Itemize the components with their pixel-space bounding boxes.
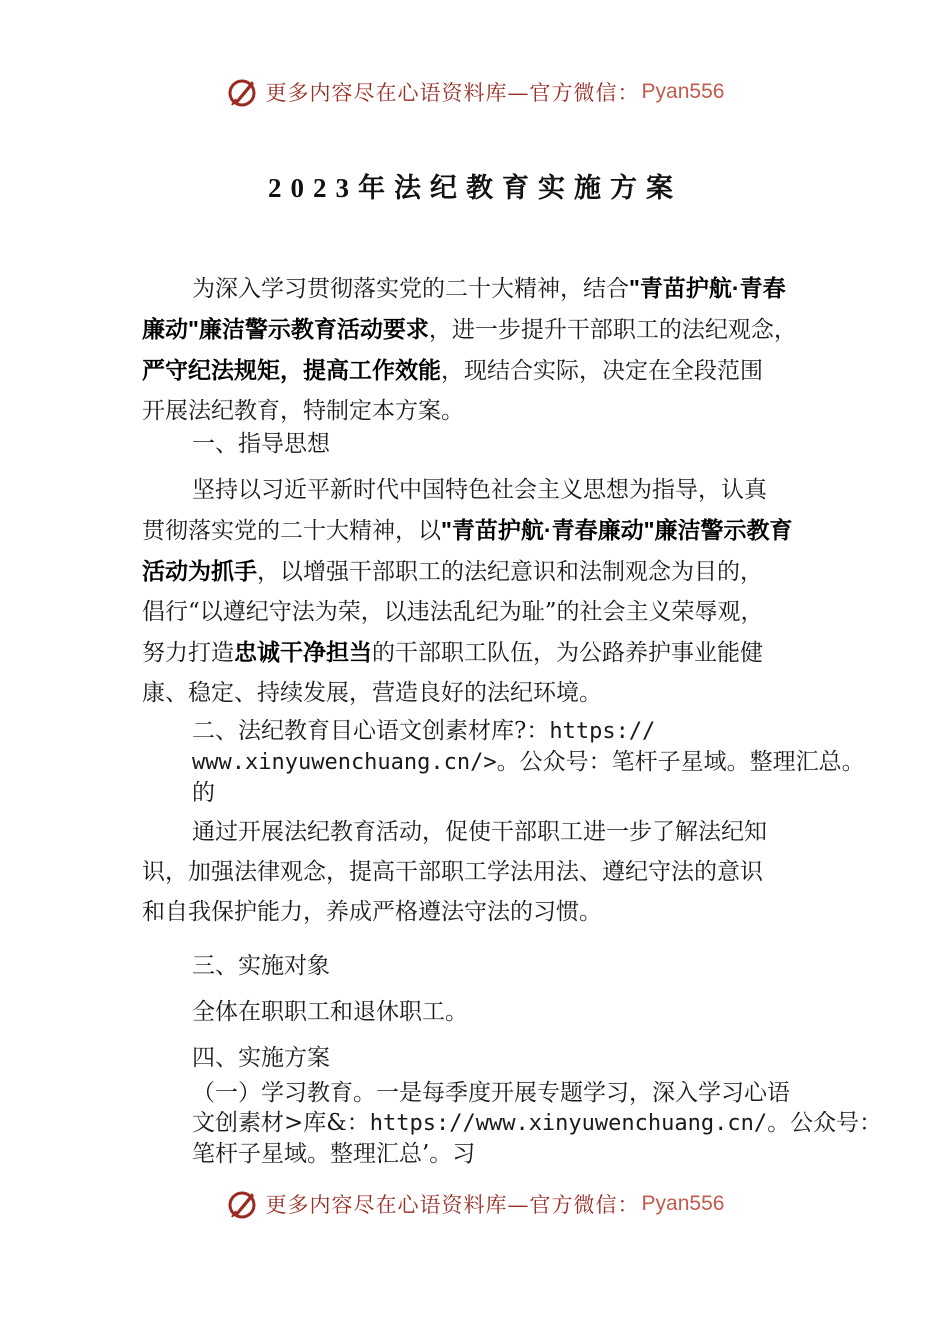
s2-url-a: https://: [549, 719, 656, 744]
document-title: 2023年法纪教育实施方案: [268, 173, 682, 203]
s2-heading-a: 二、法纪教育目心语文创素材库?：: [192, 718, 550, 744]
section-2-heading: [142, 716, 865, 808]
s4-line-3: 笔杆子星域。整理汇总’。习: [192, 1141, 476, 1167]
section-heading: 三、实施对象: [192, 953, 330, 979]
s1-line-5a: 努力打造: [142, 640, 234, 666]
s1-highlight-2: 活动为抓手: [142, 558, 257, 584]
section-1-heading: [142, 424, 842, 464]
intro-line-4: 开展法纪教育，特制定本方案。: [142, 398, 464, 424]
s1-line-6: 康、稳定、持续发展，营造良好的法纪环境。: [142, 680, 602, 706]
section-1-body: [142, 470, 842, 713]
banner-wechat-id: Pyan556: [641, 80, 725, 103]
s4-line-2c: 。公众号：: [767, 1110, 883, 1136]
banner-text: 更多内容尽在心语资料库—官方微信：: [265, 1193, 640, 1217]
s1-highlight-3: 忠诚干净担当: [234, 639, 372, 665]
s2-line-2: 识，加强法律观念，提高干部职工学法用法、遵纪守法的意识: [142, 859, 763, 885]
section-4-heading: [142, 1038, 842, 1078]
s3-line-1: 全体在职职工和退休职工。: [192, 999, 468, 1025]
s2-line-1: 通过开展法纪教育活动，促使干部职工进一步了解法纪知: [192, 819, 767, 845]
section-4-body: [142, 1078, 883, 1169]
section-heading: 一、指导思想: [192, 431, 330, 457]
intro-line-3b: ，现结合实际，决定在全段范围: [441, 358, 763, 384]
section-3: [142, 946, 842, 1032]
quill-logo-icon: [226, 75, 260, 109]
s1-highlight-1: "青苗护航·青春廉动"廉洁警示教育: [441, 517, 793, 543]
section-2-body: [142, 812, 842, 932]
s1-line-2a: 贯彻落实党的二十大精神，以: [142, 518, 441, 544]
intro-line-2b: ，进一步提升干部职工的法纪观念，: [428, 317, 797, 343]
s2-url-b: www.xinyuwenchuang.cn/>: [192, 750, 497, 775]
intro-paragraph: [142, 268, 842, 431]
section-heading: 四、实施方案: [192, 1045, 330, 1071]
s2-heading-b: 。公众号：笔杆子星域。整理汇总。: [496, 749, 865, 775]
s1-line-3b: ，以增强干部职工的法纪意识和法制观念为目的，: [257, 559, 763, 585]
header-banner: [0, 68, 950, 116]
intro-highlight-1: "青苗护航·青春: [629, 275, 786, 301]
s4-line-1: （一）学习教育。一是每季度开展专题学习，深入学习心语: [192, 1080, 790, 1106]
banner-wechat-id: Pyan556: [641, 1192, 725, 1215]
intro-line-1a: 为深入学习贯彻落实党的二十大精神，结合: [192, 276, 629, 302]
banner-text: 更多内容尽在心语资料库—官方微信：: [265, 81, 640, 105]
intro-highlight-3: 严守纪法规矩，提高工作效能: [142, 357, 441, 383]
s4-line-2a: 文创素材>库&：: [192, 1110, 370, 1136]
s1-line-1: 坚持以习近平新时代中国特色社会主义思想为指导，认真: [192, 477, 767, 503]
s1-line-4: 倡行“以遵纪守法为荣，以违法乱纪为耻”的社会主义荣辱观，: [142, 599, 764, 625]
footer-banner: [0, 1180, 950, 1228]
s4-url: https://www.xinyuwenchuang.cn/: [369, 1111, 768, 1136]
quill-logo-icon: [226, 1187, 260, 1221]
s1-line-5c: 的干部职工队伍，为公路养护事业能健: [372, 640, 763, 666]
intro-highlight-2: 廉动"廉洁警示教育活动要求: [142, 316, 429, 342]
s2-line-3: 和自我保护能力，养成严格遵法守法的习惯。: [142, 899, 602, 925]
s2-heading-c: 的: [192, 780, 215, 806]
